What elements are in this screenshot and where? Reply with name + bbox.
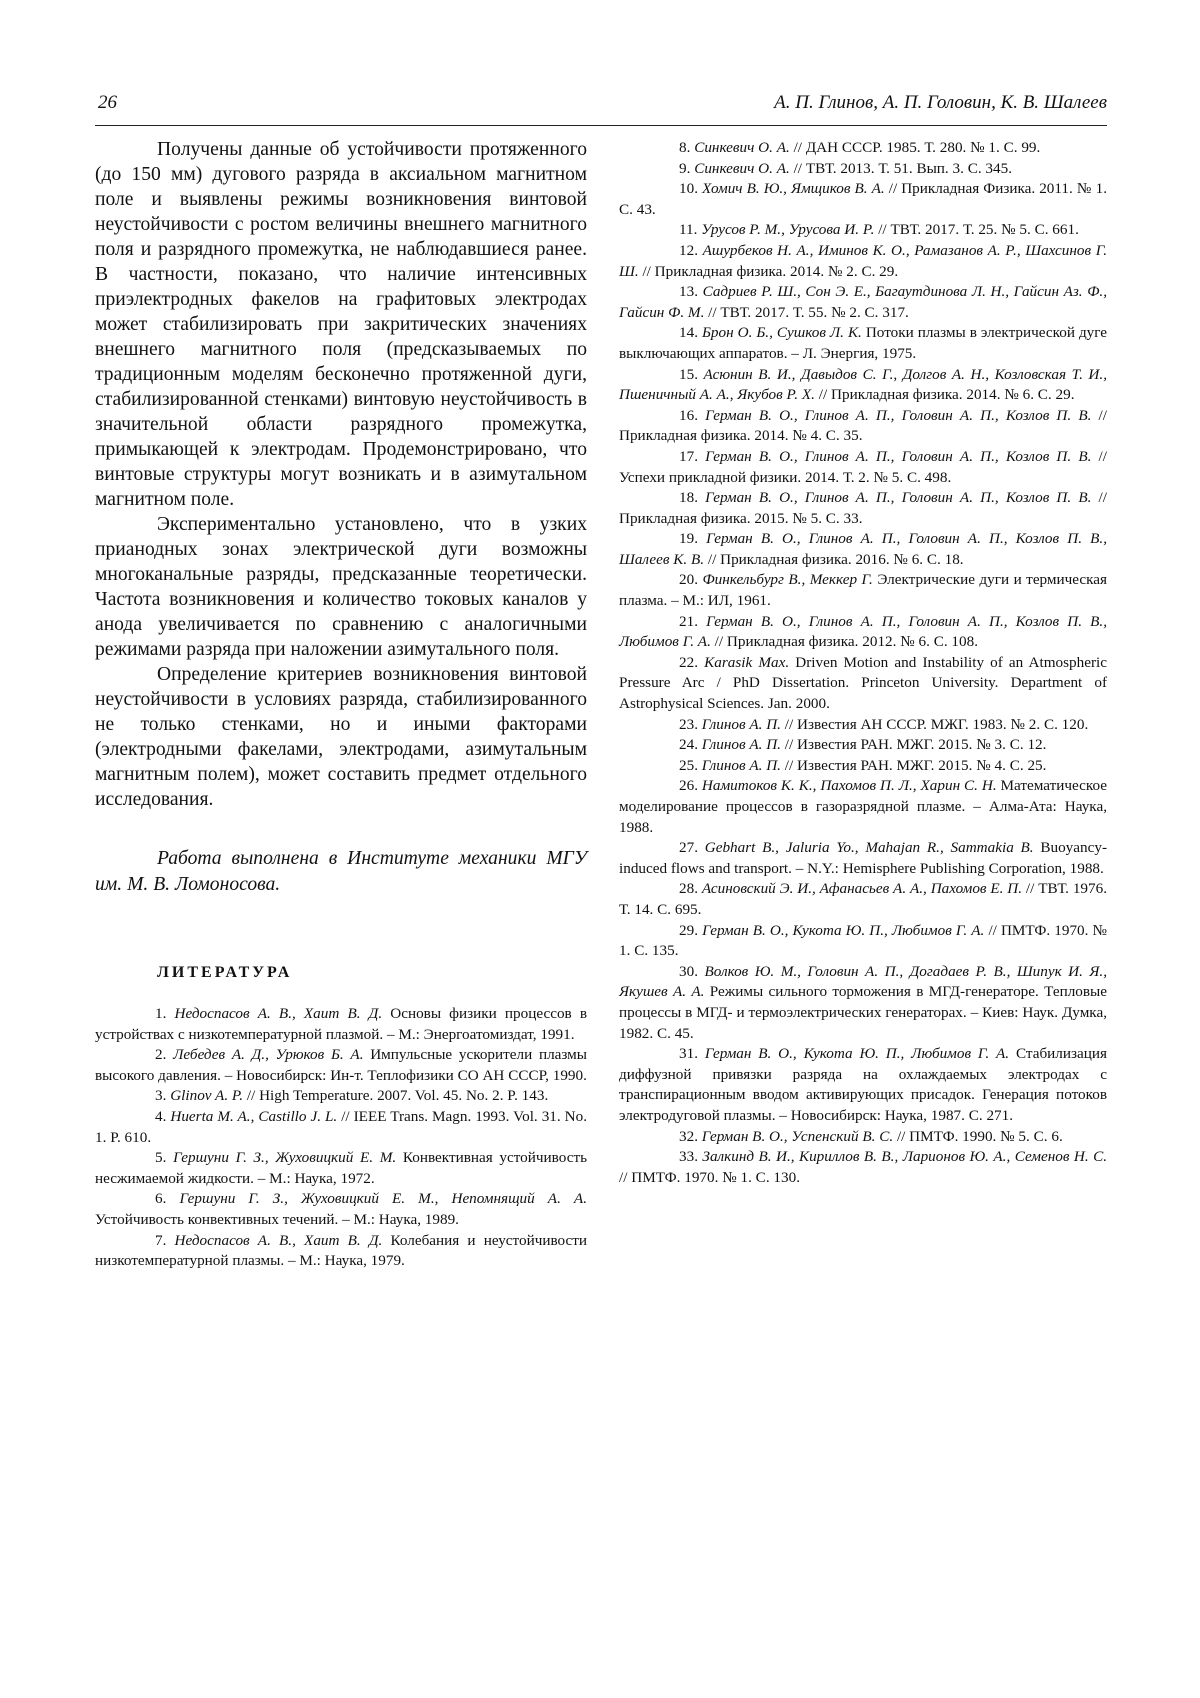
- reference-number: 26.: [679, 777, 702, 794]
- reference-authors: Гершуни Г. З., Жуховицкий Е. М., Непомнящий А. А.: [179, 1190, 587, 1207]
- reference-item: [619, 179, 1107, 220]
- reference-authors: Синкевич О. А.: [694, 160, 790, 177]
- reference-text: // Известия РАН. МЖГ. 2015. № 3. С. 12.: [785, 736, 1047, 753]
- reference-number: 22.: [679, 654, 704, 671]
- reference-text: Режимы сильного торможения в МГД-генераторе. Тепловые процессы в МГД- и термоэлектрических генераторах. – Киев: Наук. Думка, 1982. С. 45.: [619, 983, 1107, 1041]
- reference-number: 16.: [679, 407, 705, 424]
- reference-text: // Известия РАН. МЖГ. 2015. № 4. С. 25.: [785, 757, 1047, 774]
- reference-text: // Прикладная физика. 2014. № 4. С. 35.: [619, 407, 1107, 445]
- reference-text: Стабилизация диффузной привязки разряда на охлаждаемых электродах с транспирационным вводом активирующих присадок. Генерация потоков электродуговой плазмы. – Новосибирск: Наука, 1987. С. 271.: [619, 1045, 1107, 1124]
- reference-authors: Финкельбург В., Меккер Г.: [702, 571, 872, 588]
- header-rule: [95, 125, 1107, 126]
- reference-item: [95, 1107, 587, 1148]
- reference-item: [619, 1044, 1107, 1126]
- reference-number: 9.: [679, 160, 694, 177]
- reference-text: // ТВТ. 2017. Т. 55. № 2. С. 317.: [708, 304, 909, 321]
- reference-authors: Герман В. О., Кукота Ю. П., Любимов Г. А.: [705, 1045, 1009, 1062]
- reference-text: // ТВТ. 2017. Т. 25. № 5. С. 661.: [878, 221, 1079, 238]
- reference-authors: Намитоков К. К., Пахомов П. Л., Харин С. Н.: [702, 777, 997, 794]
- reference-number: 1.: [155, 1005, 175, 1022]
- reference-authors: Асюнин В. И., Давыдов С. Г., Долгов А. Н., Козловская Т. И., Пшеничный А. А., Якубов Р. Х.: [619, 366, 1107, 404]
- reference-text: // High Temperature. 2007. Vol. 45. No. 2. P. 143.: [247, 1087, 548, 1104]
- reference-authors: Герман В. О., Глинов А. П., Головин А. П., Козлов П. В., Шалеев К. В.: [619, 530, 1107, 568]
- reference-authors: Глинов А. П.: [702, 757, 781, 774]
- reference-authors: Залкинд В. И., Кириллов В. В., Ларионов Ю. А., Семенов Н. С.: [702, 1148, 1107, 1165]
- reference-item: [619, 879, 1107, 920]
- reference-number: 14.: [679, 324, 702, 341]
- reference-item: [619, 138, 1107, 159]
- reference-item: [619, 735, 1107, 756]
- reference-number: 4.: [155, 1108, 170, 1125]
- reference-number: 27.: [679, 839, 705, 856]
- reference-item: [95, 1086, 587, 1107]
- reference-item: [619, 282, 1107, 323]
- reference-item: [619, 612, 1107, 653]
- reference-authors: Брон О. Б., Сушков Л. К.: [702, 324, 862, 341]
- reference-authors: Glinov A. P.: [170, 1087, 243, 1104]
- reference-authors: Хомич В. Ю., Ямщиков В. А.: [702, 180, 885, 197]
- reference-text: Driven Motion and Instability of an Atmospheric Pressure Arc / PhD Dissertation. Princeton University. Department of Astrophysical Sciences. Jan. 2000.: [619, 654, 1107, 712]
- reference-number: 6.: [155, 1190, 179, 1207]
- reference-item: [619, 529, 1107, 570]
- reference-item: [619, 1127, 1107, 1148]
- reference-item: [619, 241, 1107, 282]
- reference-text: Потоки плазмы в электрической дуге выключающих аппаратов. – Л. Энергия, 1975.: [619, 324, 1107, 362]
- body-paragraph: Получены данные об устойчивости протяженного (до 150 мм) дугового разряда в аксиальном магнитном поле и выявлены режимы возникновения винтовой неустойчивости с ростом величины внешнего магнитного поля и разрядного промежутка, не наблюдавшиеся ранее. В частности, показано, что наличие интенсивных приэлектродных факелов на графитовых электродах может стабилизировать при закритических значениях внешнего магнитного поля (предсказываемых по традиционным моделям бесконечно протяженной дуги, стабилизированной стенками) винтовую неустойчивость в значительной области разрядного промежутка, примыкающей к электродам. Продемонстрировано, что винтовые структуры могут возникать и в азимутальном магнитном поле.: [95, 137, 587, 512]
- reference-authors: Huerta M. A., Castillo J. L.: [170, 1108, 337, 1125]
- reference-text: // IEEE Trans. Magn. 1993. Vol. 31. No. 1. P. 610.: [95, 1108, 587, 1146]
- reference-number: 12.: [679, 242, 703, 259]
- reference-authors: Герман В. О., Кукота Ю. П., Любимов Г. А.: [702, 922, 984, 939]
- reference-number: 7.: [155, 1232, 175, 1249]
- reference-item: [95, 1148, 587, 1189]
- reference-number: 32.: [679, 1128, 702, 1145]
- reference-item: [619, 715, 1107, 736]
- reference-number: 31.: [679, 1045, 705, 1062]
- reference-item: [95, 1189, 587, 1230]
- reference-item: [619, 406, 1107, 447]
- reference-number: 28.: [679, 880, 702, 897]
- reference-item: [619, 776, 1107, 838]
- reference-item: [619, 1147, 1107, 1188]
- reference-text: // Прикладная физика. 2012. № 6. С. 108.: [715, 633, 978, 650]
- page-number: 26: [98, 92, 117, 114]
- reference-authors: Герман В. О., Успенский В. С.: [702, 1128, 893, 1145]
- running-header-authors: А. П. Глинов, А. П. Головин, К. В. Шалеев: [774, 92, 1107, 114]
- reference-item: [619, 756, 1107, 777]
- acknowledgement: Работа выполнена в Институте механики МГУ им. М. В. Ломоносова.: [95, 846, 587, 898]
- reference-number: 18.: [679, 489, 705, 506]
- reference-number: 24.: [679, 736, 702, 753]
- reference-item: [619, 921, 1107, 962]
- reference-text: // ПМТФ. 1970. № 1. С. 135.: [619, 922, 1107, 960]
- reference-authors: Урусов Р. М., Урусова И. Р.: [701, 221, 874, 238]
- reference-authors: Садриев Р. Ш., Сон Э. Е., Багаутдинова Л. Н., Гайсин Аз. Ф., Гайсин Ф. М.: [619, 283, 1107, 321]
- reference-number: 2.: [155, 1046, 173, 1063]
- reference-authors: Асиновский Э. И., Афанасьев А. А., Пахомов Е. П.: [702, 880, 1022, 897]
- reference-number: 23.: [679, 716, 702, 733]
- reference-authors: Глинов А. П.: [702, 736, 781, 753]
- reference-authors: Karasik Max.: [704, 654, 789, 671]
- reference-item: [619, 159, 1107, 180]
- reference-authors: Ашурбеков Н. А., Иминов К. О., Рамазанов А. Р., Шахсинов Г. Ш.: [619, 242, 1107, 280]
- reference-text: // ТВТ. 1976. Т. 14. С. 695.: [619, 880, 1107, 918]
- reference-number: 11.: [679, 221, 701, 238]
- reference-number: 25.: [679, 757, 702, 774]
- reference-number: 8.: [679, 139, 694, 156]
- reference-item: [619, 447, 1107, 488]
- reference-item: [619, 488, 1107, 529]
- reference-number: 29.: [679, 922, 702, 939]
- reference-item: [95, 1231, 587, 1272]
- reference-text: Математическое моделирование процессов в газоразрядной плазме. – Алма-Ата: Наука, 1988.: [619, 777, 1107, 835]
- references-heading: ЛИТЕРАТУРА: [157, 964, 587, 982]
- reference-item: [619, 838, 1107, 879]
- body-paragraph: Экспериментально установлено, что в узких прианодных зонах электрической дуги возможны многоканальные разряды, предсказанные теоретически. Частота возникновения и количество токовых каналов у анода увеличивается по сравнению с аналогичными режимами разряда при наложении азимутального поля.: [95, 512, 587, 662]
- reference-item: [95, 1004, 587, 1045]
- running-header: [95, 92, 1107, 124]
- reference-text: // ТВТ. 2013. Т. 51. Вып. 3. С. 345.: [794, 160, 1012, 177]
- reference-text: // Прикладная физика. 2016. № 6. С. 18.: [708, 551, 964, 568]
- reference-text: // Известия АН СССР. МЖГ. 1983. № 2. С. 120.: [785, 716, 1088, 733]
- reference-number: 5.: [155, 1149, 173, 1166]
- reference-authors: Герман В. О., Глинов А. П., Головин А. П., Козлов П. В.: [705, 489, 1091, 506]
- reference-text: Устойчивость конвективных течений. – М.: Наука, 1989.: [95, 1211, 459, 1228]
- reference-authors: Гершуни Г. З., Жуховицкий Е. М.: [173, 1149, 396, 1166]
- reference-authors: Лебедев А. Д., Урюков Б. А.: [173, 1046, 363, 1063]
- reference-authors: Недоспасов А. В., Хаит В. Д.: [175, 1232, 383, 1249]
- reference-number: 10.: [679, 180, 702, 197]
- reference-authors: Волков Ю. М., Головин А. П., Догадаев Р. В., Шипук И. Я., Якушев А. А.: [619, 963, 1107, 1001]
- body-paragraph: Определение критериев возникновения винтовой неустойчивости в условиях разряда, стабилизированного не только стенками, но и иными факторами (электродными факелами, электродами, азимутальным магнитным полем), может составить предмет отдельного исследования.: [95, 662, 587, 812]
- reference-number: 30.: [679, 963, 704, 980]
- reference-text: Электрические дуги и термическая плазма. – М.: ИЛ, 1961.: [619, 571, 1107, 609]
- reference-item: [619, 653, 1107, 715]
- reference-text: // ПМТФ. 1990. № 5. С. 6.: [897, 1128, 1063, 1145]
- reference-text: // Прикладная Физика. 2011. № 1. С. 43.: [619, 180, 1107, 218]
- reference-text: // Прикладная физика. 2014. № 2. С. 29.: [642, 263, 898, 280]
- reference-text: Buoyancy-induced flows and transport. – N.Y.: Hemisphere Publishing Corporation, 1988.: [619, 839, 1107, 877]
- reference-number: 13.: [679, 283, 703, 300]
- reference-authors: Глинов А. П.: [702, 716, 781, 733]
- reference-number: 33.: [679, 1148, 702, 1165]
- left-column: [95, 137, 587, 1272]
- reference-text: // Прикладная физика. 2014. № 6. С. 29.: [819, 386, 1075, 403]
- reference-text: // Успехи прикладной физики. 2014. Т. 2. № 5. С. 498.: [619, 448, 1107, 486]
- reference-authors: Недоспасов А. В., Хаит В. Д.: [175, 1005, 383, 1022]
- reference-text: // ДАН СССР. 1985. Т. 280. № 1. С. 99.: [794, 139, 1041, 156]
- reference-number: 20.: [679, 571, 702, 588]
- reference-number: 19.: [679, 530, 706, 547]
- reference-number: 15.: [679, 366, 704, 383]
- reference-authors: Герман В. О., Глинов А. П., Головин А. П., Козлов П. В., Любимов Г. А.: [619, 613, 1107, 651]
- reference-text: // Прикладная физика. 2015. № 5. С. 33.: [619, 489, 1107, 527]
- reference-text: Импульсные ускорители плазмы высокого давления. – Новосибирск: Ин-т. Теплофизики СО АН СССР, 1990.: [95, 1046, 587, 1084]
- reference-authors: Синкевич О. А.: [694, 139, 790, 156]
- reference-number: 21.: [679, 613, 706, 630]
- reference-item: [95, 1045, 587, 1086]
- reference-text: Конвективная устойчивость несжимаемой жидкости. – М.: Наука, 1972.: [95, 1149, 587, 1187]
- reference-number: 17.: [679, 448, 705, 465]
- references-list-left: [95, 1004, 587, 1272]
- reference-item: [619, 220, 1107, 241]
- reference-item: [619, 365, 1107, 406]
- reference-authors: Gebhart B., Jaluria Yo., Mahajan R., Sammakia B.: [705, 839, 1034, 856]
- reference-authors: Герман В. О., Глинов А. П., Головин А. П., Козлов П. В.: [705, 407, 1091, 424]
- reference-item: [619, 323, 1107, 364]
- reference-text: Колебания и неустойчивости низкотемпературной плазмы. – М.: Наука, 1979.: [95, 1232, 587, 1270]
- reference-text: Основы физики процессов в устройствах с низкотемпературной плазмой. – М.: Энергоатомиздат, 1991.: [95, 1005, 587, 1043]
- reference-item: [619, 962, 1107, 1044]
- reference-text: // ПМТФ. 1970. № 1. С. 130.: [619, 1169, 800, 1186]
- references-list-right: [619, 138, 1107, 1188]
- reference-number: 3.: [155, 1087, 170, 1104]
- reference-item: [619, 570, 1107, 611]
- reference-authors: Герман В. О., Глинов А. П., Головин А. П., Козлов П. В.: [705, 448, 1091, 465]
